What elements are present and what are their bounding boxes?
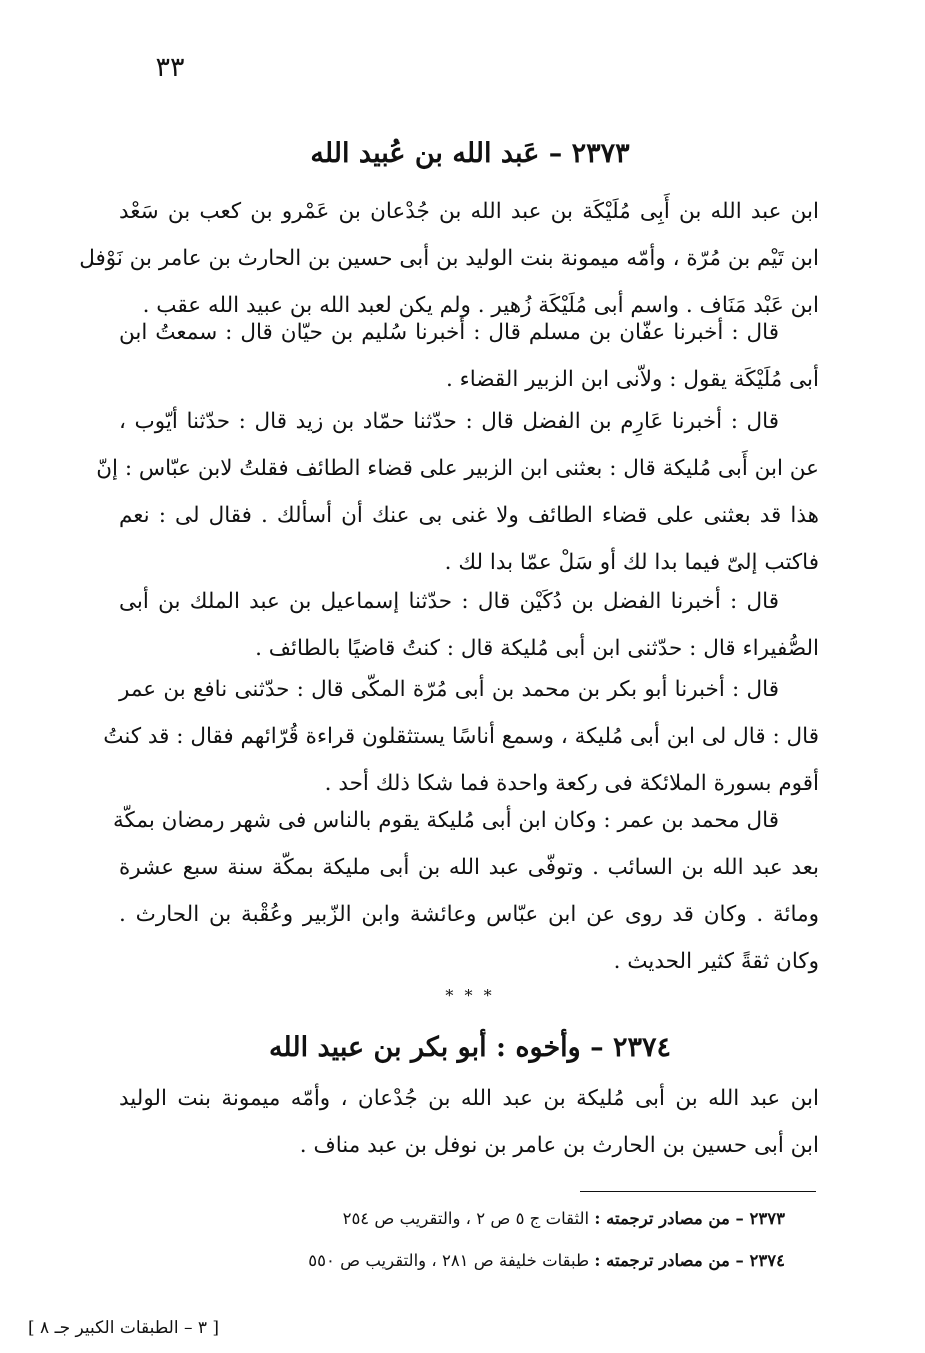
text-line: أبى مُلَيْكَة يقول : ولاّنى ابن الزبير القضاء .: [445, 367, 819, 392]
entry-2373-paragraph-3: [96, 398, 819, 586]
text-line: هذا قد بعثنى على قضاء الطائف ولا غنى بى عنك أن أسألك . فقال لى : نعم: [119, 503, 819, 528]
text-line: قال محمد بن عمر : وكان ابن أبى مُليكة يقوم بالناس فى شهر رمضان بمكّة: [113, 808, 779, 833]
text-line: ابن عبد الله بن أَبِى مُلَيْكَة بن عبد الله بن جُدْعان بن عَمْرو بن كعب بن سَعْد: [119, 199, 819, 224]
text-line: فاكتب إلىّ فيما بدا لك أو سَلْ عمّا بدا لك .: [444, 550, 819, 575]
text-line: ابن عبد الله بن أبى مُليكة بن عبد الله بن جُدْعان ، وأمّه ميمونة بنت الوليد: [119, 1086, 819, 1111]
entry-2373-paragraph-6: [113, 797, 819, 985]
section-separator: * * *: [445, 986, 495, 1005]
entry-2373-paragraph-2: [119, 309, 819, 403]
entry-2374-paragraph-1: [119, 1075, 819, 1169]
text-line: عن ابن أَبى مُليكة قال : بعثنى ابن الزبير على قضاء الطائف فقلتُ لابن عبّاس : إنّ: [96, 456, 819, 481]
entry-title-2374: ٢٣٧٤ – وأخوه : أبو بكر بن عبيد الله: [268, 1032, 672, 1063]
text-line: الصُّفيراء قال : حدّثنى ابن أبى مُليكة قال : كنتُ قاضيًا بالطائف .: [255, 636, 819, 661]
entry-2373-paragraph-1: [79, 188, 819, 329]
footnote-text: الثقات ج ٥ ص ٢ ، والتقريب ص ٢٥٤: [342, 1209, 595, 1228]
entry-2373-paragraph-5: [103, 666, 819, 807]
entry-title-2373: ٢٣٧٣ – عَبد الله بن عُبيد الله: [310, 138, 630, 169]
footnote-2373: [205, 1198, 785, 1240]
entry-2373-paragraph-4: [119, 578, 819, 672]
text-line: ابن أبى حسين بن الحارث بن عامر بن نوفل بن عبد مناف .: [299, 1133, 819, 1158]
text-line: قال : أخبرنا الفضل بن دُكَيْن قال : حدّثنا إسماعيل بن عبد الملك بن أبى: [119, 589, 779, 614]
volume-signature: [ ٣ – الطبقات الكبير جـ ٨ ]: [28, 1318, 220, 1338]
text-line: بعد عبد الله بن السائب . وتوفّى عبد الله بن أبى مليكة بمكّة سنة سبع عشرة: [119, 855, 819, 880]
footnote-divider: [580, 1191, 816, 1192]
text-line: ومائة . وكان قد روى عن ابن عبّاس وعائشة وابن الزّبير وعُقْبة بن الحارث .: [119, 902, 819, 927]
footnote-text: طبقات خليفة ص ٢٨١ ، والتقريب ص ٥٥٠: [308, 1251, 595, 1270]
text-line: قال : أخبرنا عفّان بن مسلم قال : أخبرنا سُليم بن حيّان قال : سمعتُ ابن: [119, 320, 779, 345]
text-line: قال : أخبرنا عَارِم بن الفضل قال : حدّثنا حمّاد بن زيد قال : حدّثنا أيّوب ،: [119, 409, 779, 434]
text-line: ابن عَبْد مَنَاف . واسم أبى مُلَيْكَة زُهير . ولم يكن لعبد الله بن عبيد الله عقب .: [142, 293, 819, 318]
text-line: أقوم بسورة الملائكة فى ركعة واحدة فما شكا ذلك أحد .: [324, 771, 819, 796]
text-line: قال : أخبرنا أبو بكر بن محمد بن أبى مُرّة المكّى قال : حدّثنى نافع بن عمر: [119, 677, 779, 702]
text-line: قال : قال لى ابن أبى مُليكة ، وسمع أناسًا يستثقلون قراءة قُرّائهم فقال : قد كنتُ: [103, 724, 819, 749]
text-line: ابن تَيْم بن مُرّة ، وأمّه ميمونة بنت الوليد بن أبى حسين بن الحارث بن عامر بن نَوْفل: [79, 246, 819, 271]
footnote-2374: [205, 1240, 785, 1282]
page-number: ٣٣: [155, 52, 185, 83]
text-line: وكان ثقةً كثير الحديث .: [613, 949, 819, 974]
footnote-lead: ٢٣٧٤ – من مصادر ترجمته :: [594, 1251, 785, 1270]
footnote-lead: ٢٣٧٣ – من مصادر ترجمته :: [594, 1209, 785, 1228]
footnotes: [205, 1198, 785, 1282]
